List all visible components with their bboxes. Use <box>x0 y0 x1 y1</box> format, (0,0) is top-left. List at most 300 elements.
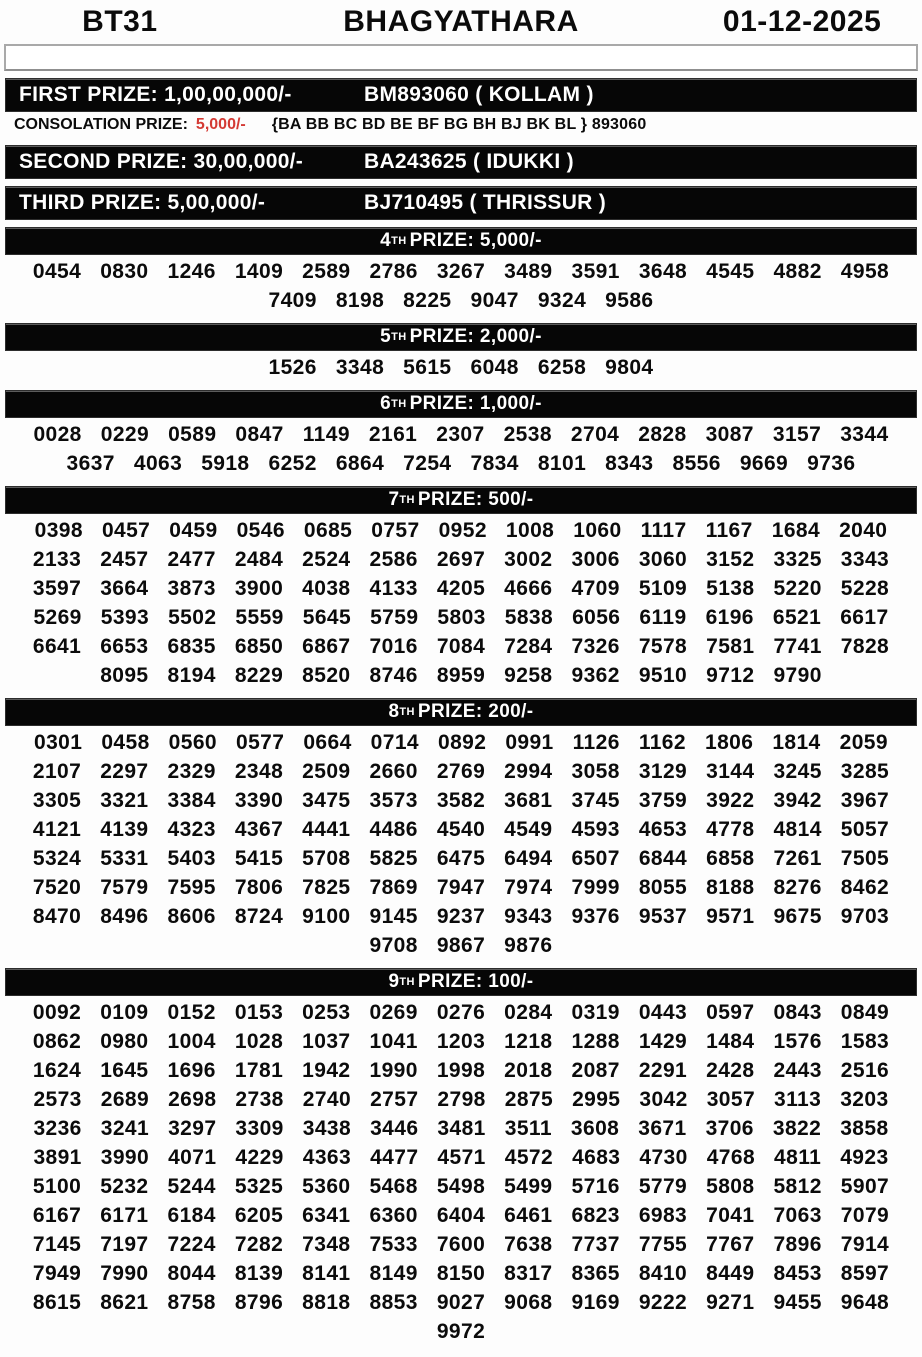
ticket-number: 6341 <box>302 1204 351 1227</box>
ticket-number: 6048 <box>470 356 519 379</box>
ticket-number: 7767 <box>706 1233 755 1256</box>
ticket-number: 3157 <box>772 423 822 446</box>
ticket-number: 0457 <box>101 519 151 542</box>
ticket-number: 1781 <box>234 1059 284 1082</box>
ticket-number: 6617 <box>840 606 889 629</box>
ticket-number: 3573 <box>369 789 418 812</box>
ticket-number: 9736 <box>807 452 856 475</box>
ticket-number: 5708 <box>302 847 351 870</box>
ticket-number: 0229 <box>100 423 150 446</box>
ticket-number: 7896 <box>773 1233 822 1256</box>
ticket-number: 3681 <box>504 789 553 812</box>
ticket-number: 6823 <box>571 1204 620 1227</box>
ticket-number: 1814 <box>772 731 821 754</box>
ticket-number: 6252 <box>268 452 317 475</box>
ticket-number: 6119 <box>639 606 687 629</box>
ticket-number: 9537 <box>638 905 688 928</box>
ticket-number: 2798 <box>437 1088 486 1111</box>
ticket-number: 5498 <box>436 1175 486 1198</box>
ticket-number: 7520 <box>32 876 82 899</box>
ticket-number: 9068 <box>504 1291 553 1314</box>
ticket-number: 8229 <box>234 664 284 687</box>
ticket-number: 0152 <box>167 1001 216 1024</box>
ticket-number: 8188 <box>706 876 755 899</box>
ticket-number: 0253 <box>302 1001 351 1024</box>
ticket-number: 7409 <box>268 289 317 312</box>
ticket-number: 3858 <box>840 1117 889 1140</box>
number-row <box>0 1114 922 1143</box>
ticket-number: 3297 <box>168 1117 217 1140</box>
ticket-number: 2786 <box>369 260 418 283</box>
number-row <box>0 998 922 1027</box>
ticket-number: 5716 <box>571 1175 620 1198</box>
ticket-number: 2769 <box>436 760 486 783</box>
ticket-number: 1246 <box>167 260 216 283</box>
ticket-number: 2348 <box>234 760 284 783</box>
number-row <box>0 873 922 902</box>
ticket-number: 7579 <box>100 876 149 899</box>
ticket-number: 3822 <box>772 1117 822 1140</box>
ticket-number: 2161 <box>368 423 418 446</box>
ticket-number: 1162 <box>638 731 686 754</box>
ticket-number: 3664 <box>100 577 149 600</box>
ticket-number: 7282 <box>234 1233 284 1256</box>
ticket-number: 7914 <box>840 1233 890 1256</box>
ticket-number: 5779 <box>638 1175 688 1198</box>
ticket-number: 8101 <box>537 452 587 475</box>
section-numbers-9th <box>0 996 922 1347</box>
ticket-number: 9169 <box>571 1291 620 1314</box>
number-row <box>0 1288 922 1317</box>
ticket-number: 8276 <box>773 876 822 899</box>
ticket-number: 4063 <box>133 452 183 475</box>
ticket-number: 4229 <box>235 1146 284 1169</box>
ticket-number: 6167 <box>32 1204 82 1227</box>
ticket-number: 2689 <box>100 1088 150 1111</box>
draw-date: 01-12-2025 <box>722 5 882 38</box>
ticket-number: 1041 <box>369 1030 418 1053</box>
section-numbers-7th <box>0 514 922 691</box>
ticket-number: 3325 <box>773 548 822 571</box>
ticket-number: 5838 <box>504 606 554 629</box>
ticket-number: 6858 <box>706 847 755 870</box>
ticket-number: 9222 <box>638 1291 688 1314</box>
consolation-label: CONSOLATION PRIZE: <box>14 116 188 133</box>
ticket-number: 5808 <box>706 1175 755 1198</box>
ticket-number: 9100 <box>302 905 351 928</box>
ticket-number: 6196 <box>705 606 754 629</box>
ticket-number: 0276 <box>436 1001 486 1024</box>
ticket-number: 1008 <box>505 519 555 542</box>
ticket-number: 8365 <box>571 1262 620 1285</box>
ticket-number: 5645 <box>302 606 352 629</box>
ticket-number: 6844 <box>638 847 688 870</box>
ticket-number: 0597 <box>706 1001 755 1024</box>
ticket-number: 0991 <box>505 731 554 754</box>
ticket-number: 7581 <box>706 635 755 658</box>
ticket-number: 5057 <box>840 818 890 841</box>
ticket-number: 2995 <box>572 1088 621 1111</box>
lottery-name: BHAGYATHARA <box>343 5 579 38</box>
ticket-number: 7261 <box>773 847 822 870</box>
ticket-number: 3042 <box>639 1088 688 1111</box>
ticket-number: 5502 <box>168 606 217 629</box>
number-row <box>0 574 922 603</box>
ticket-number: 5415 <box>234 847 284 870</box>
ticket-number: 0546 <box>236 519 285 542</box>
ticket-number: 5825 <box>369 847 418 870</box>
ticket-number: 7869 <box>369 876 418 899</box>
ticket-number: 1117 <box>640 519 687 542</box>
second-prize-winner: BA243625 ( IDUKKI ) <box>364 150 574 173</box>
ticket-number: 4593 <box>571 818 620 841</box>
ticket-number: 7737 <box>571 1233 620 1256</box>
ticket-number: 7949 <box>32 1262 82 1285</box>
ticket-number: 0685 <box>303 519 353 542</box>
ticket-number: 1526 <box>268 356 317 379</box>
ticket-number: 8818 <box>302 1291 351 1314</box>
ticket-number: 4540 <box>436 818 486 841</box>
third-prize-bar <box>5 186 917 220</box>
first-prize-winner: BM893060 ( KOLLAM ) <box>364 83 594 106</box>
ticket-number: 4814 <box>773 818 822 841</box>
ticket-number: 3390 <box>234 789 284 812</box>
ticket-number: 2329 <box>167 760 216 783</box>
ticket-number: 8141 <box>302 1262 351 1285</box>
ticket-number: 7016 <box>369 635 418 658</box>
ticket-number: 9271 <box>706 1291 755 1314</box>
ticket-number: 0843 <box>773 1001 822 1024</box>
ticket-number: 9455 <box>773 1291 822 1314</box>
ticket-number: 7974 <box>504 876 553 899</box>
ticket-number: 0109 <box>100 1001 149 1024</box>
ticket-number: 3348 <box>335 356 385 379</box>
ticket-number: 4121 <box>32 818 82 841</box>
ticket-number: 2087 <box>571 1059 620 1082</box>
ticket-number: 5109 <box>638 577 688 600</box>
ticket-number: 2443 <box>773 1059 822 1082</box>
first-prize-bar <box>5 78 917 112</box>
ticket-number: 8150 <box>436 1262 486 1285</box>
ticket-number: 8597 <box>840 1262 890 1285</box>
ticket-number: 0454 <box>32 260 82 283</box>
ticket-number: 4653 <box>638 818 688 841</box>
ticket-number: 3438 <box>302 1117 352 1140</box>
ticket-number: 8317 <box>504 1262 553 1285</box>
ticket-number: 4139 <box>100 818 149 841</box>
ticket-number: 8724 <box>234 905 284 928</box>
ticket-number: 7284 <box>504 635 553 658</box>
ticket-number: 3285 <box>840 760 890 783</box>
ticket-number: 3305 <box>32 789 82 812</box>
section-numbers-4th <box>0 255 922 316</box>
ticket-number: 3321 <box>100 789 149 812</box>
ticket-number: 6056 <box>572 606 621 629</box>
ticket-number: 0459 <box>169 519 218 542</box>
ticket-number: 1990 <box>369 1059 418 1082</box>
ticket-number: 5403 <box>167 847 216 870</box>
ticket-number: 2994 <box>504 760 553 783</box>
ticket-number: 2509 <box>302 760 351 783</box>
ticket-number: 7079 <box>840 1204 890 1227</box>
number-row <box>0 516 922 545</box>
ticket-number: 3236 <box>33 1117 82 1140</box>
ticket-number: 4486 <box>369 818 418 841</box>
ticket-number: 5468 <box>369 1175 418 1198</box>
ticket-number: 5393 <box>100 606 150 629</box>
ticket-number: 8496 <box>100 905 149 928</box>
ticket-number: 5803 <box>437 606 486 629</box>
ticket-number: 1484 <box>706 1030 755 1053</box>
ticket-number: 7578 <box>638 635 688 658</box>
ticket-number: 9047 <box>470 289 519 312</box>
ticket-number: 0664 <box>303 731 352 754</box>
ticket-number: 4133 <box>369 577 418 600</box>
ticket-number: 8520 <box>302 664 351 687</box>
ticket-number: 6835 <box>167 635 216 658</box>
ticket-number: 1624 <box>32 1059 82 1082</box>
ticket-number: 9362 <box>571 664 620 687</box>
ticket-number: 5331 <box>100 847 149 870</box>
ticket-number: 3648 <box>638 260 688 283</box>
ticket-number: 8853 <box>369 1291 418 1314</box>
number-row <box>0 844 922 873</box>
number-row <box>0 1056 922 1085</box>
ticket-number: 2757 <box>370 1088 419 1111</box>
consolation-amount: 5,000/- <box>195 116 246 133</box>
ticket-number: 3671 <box>638 1117 687 1140</box>
ticket-number: 8410 <box>638 1262 688 1285</box>
ticket-number: 8194 <box>167 664 216 687</box>
ticket-number: 0458 <box>101 731 150 754</box>
ticket-number: 2586 <box>369 548 418 571</box>
ticket-number: 3087 <box>705 423 754 446</box>
ticket-number: 7084 <box>436 635 486 658</box>
ticket-number: 0092 <box>32 1001 82 1024</box>
ticket-number: 2059 <box>839 731 888 754</box>
ticket-number: 8470 <box>32 905 82 928</box>
ticket-number: 9669 <box>739 452 789 475</box>
ticket-number: 1028 <box>234 1030 284 1053</box>
number-row <box>0 1317 922 1346</box>
ticket-number: 7041 <box>706 1204 755 1227</box>
ticket-number: 5759 <box>370 606 419 629</box>
ticket-number: 8959 <box>436 664 486 687</box>
ticket-number: 2297 <box>100 760 149 783</box>
ticket-number: 2307 <box>436 423 485 446</box>
second-prize-bar <box>5 145 917 179</box>
ticket-number: 7828 <box>840 635 890 658</box>
ticket-number: 9876 <box>504 934 553 957</box>
ticket-number: 5244 <box>167 1175 216 1198</box>
ticket-number: 6258 <box>537 356 587 379</box>
ticket-number: 3597 <box>32 577 82 600</box>
ticket-number: 8746 <box>369 664 418 687</box>
ticket-number: 8044 <box>167 1262 216 1285</box>
ticket-number: 4730 <box>639 1146 688 1169</box>
ticket-number: 4811 <box>774 1146 822 1169</box>
ticket-number: 5269 <box>33 606 82 629</box>
ticket-number: 4071 <box>168 1146 217 1169</box>
ticket-number: 2738 <box>235 1088 284 1111</box>
number-row <box>0 1027 922 1056</box>
ticket-number: 5615 <box>403 356 452 379</box>
number-row <box>0 1201 922 1230</box>
ticket-number: 0714 <box>370 731 419 754</box>
prize-section-6th <box>0 390 922 479</box>
ticket-number: 0153 <box>234 1001 284 1024</box>
ticket-number: 1149 <box>302 423 350 446</box>
ticket-number: 8621 <box>100 1291 149 1314</box>
ticket-number: 8055 <box>638 876 688 899</box>
ticket-number: 1004 <box>167 1030 216 1053</box>
ticket-number: 3511 <box>504 1117 552 1140</box>
ticket-number: 2538 <box>503 423 552 446</box>
prize-section-8th <box>0 698 922 961</box>
ticket-number: 0862 <box>32 1030 82 1053</box>
prize-section-9th <box>0 968 922 1347</box>
third-prize-winner: BJ710495 ( THRISSUR ) <box>364 191 607 214</box>
ticket-number: 7600 <box>436 1233 486 1256</box>
section-numbers-8th <box>0 726 922 961</box>
ticket-number: 8758 <box>167 1291 216 1314</box>
ticket-number: 3582 <box>436 789 486 812</box>
ticket-number: 3990 <box>100 1146 150 1169</box>
ticket-number: 6507 <box>571 847 620 870</box>
ticket-number: 9571 <box>706 905 755 928</box>
ticket-number: 2828 <box>638 423 687 446</box>
ticket-number: 9027 <box>436 1291 486 1314</box>
ticket-number: 2484 <box>234 548 284 571</box>
ticket-number: 3384 <box>167 789 216 812</box>
ticket-number: 1576 <box>773 1030 822 1053</box>
ticket-number: 2107 <box>32 760 82 783</box>
ticket-number: 9258 <box>504 664 553 687</box>
ticket-number: 3343 <box>840 548 890 571</box>
ticket-number: 6205 <box>234 1204 284 1227</box>
ticket-number: 0398 <box>34 519 83 542</box>
ticket-number: 7755 <box>638 1233 688 1256</box>
ticket-number: 5228 <box>840 577 890 600</box>
ticket-number: 1696 <box>167 1059 216 1082</box>
ticket-number: 7741 <box>773 635 822 658</box>
section-title-6th: 6 TH PRIZE: 1,000/- <box>5 390 917 418</box>
ticket-number: 1288 <box>571 1030 620 1053</box>
ticket-number: 1167 <box>705 519 753 542</box>
number-row <box>0 449 922 478</box>
ticket-number: 1060 <box>573 519 622 542</box>
ticket-number: 3900 <box>234 577 284 600</box>
ticket-number: 3942 <box>773 789 822 812</box>
ticket-number: 1583 <box>840 1030 890 1053</box>
ticket-number: 3241 <box>100 1117 150 1140</box>
number-row <box>0 815 922 844</box>
ticket-number: 9790 <box>773 664 822 687</box>
ticket-number: 3129 <box>638 760 688 783</box>
ticket-number: 4038 <box>302 577 351 600</box>
ticket-number: 2133 <box>32 548 82 571</box>
number-row <box>0 1259 922 1288</box>
number-row <box>0 931 922 960</box>
ticket-number: 3637 <box>66 452 115 475</box>
ticket-number: 1429 <box>638 1030 688 1053</box>
ticket-number: 6850 <box>234 635 284 658</box>
ticket-number: 3113 <box>774 1088 822 1111</box>
ticket-number: 3058 <box>571 760 620 783</box>
number-row <box>0 728 922 757</box>
ticket-number: 1942 <box>302 1059 351 1082</box>
ticket-number: 5324 <box>32 847 82 870</box>
ticket-number: 4367 <box>234 818 284 841</box>
ticket-number: 4363 <box>302 1146 352 1169</box>
ticket-number: 6461 <box>504 1204 553 1227</box>
ticket-number: 9376 <box>571 905 620 928</box>
ticket-number: 4205 <box>436 577 486 600</box>
ticket-number: 5360 <box>302 1175 351 1198</box>
ticket-number: 5812 <box>773 1175 822 1198</box>
ticket-number: 1218 <box>504 1030 553 1053</box>
prize-section-7th <box>0 486 922 691</box>
ticket-number: 8343 <box>605 452 654 475</box>
ticket-number: 7224 <box>167 1233 216 1256</box>
ticket-number: 2660 <box>369 760 418 783</box>
ticket-number: 8095 <box>100 664 149 687</box>
ticket-number: 0301 <box>34 731 83 754</box>
ticket-number: 7326 <box>571 635 620 658</box>
ticket-number: 7145 <box>32 1233 82 1256</box>
ticket-number: 0589 <box>168 423 217 446</box>
prize-section-4th <box>0 227 922 316</box>
ticket-number: 3475 <box>302 789 351 812</box>
ticket-number: 7947 <box>436 876 486 899</box>
ticket-number: 1409 <box>234 260 284 283</box>
ticket-number: 4683 <box>572 1146 621 1169</box>
ticket-number: 4768 <box>706 1146 756 1169</box>
ticket-number: 8453 <box>773 1262 822 1285</box>
ticket-number: 4572 <box>504 1146 554 1169</box>
ticket-number: 4666 <box>504 577 553 600</box>
ticket-number: 0980 <box>100 1030 149 1053</box>
ticket-number: 2457 <box>100 548 149 571</box>
ticket-number: 6521 <box>772 606 822 629</box>
ticket-number: 3745 <box>571 789 620 812</box>
ticket-number: 1037 <box>302 1030 351 1053</box>
ticket-number: 3267 <box>436 260 486 283</box>
ticket-number: 3144 <box>706 760 755 783</box>
ticket-number: 7197 <box>100 1233 149 1256</box>
prize-section-5th <box>0 323 922 383</box>
draw-code: BT31 <box>82 5 158 38</box>
ticket-number: 6864 <box>335 452 385 475</box>
ticket-number: 8615 <box>32 1291 82 1314</box>
ticket-number: 7348 <box>302 1233 351 1256</box>
ticket-number: 0849 <box>840 1001 890 1024</box>
section-numbers-5th <box>0 351 922 383</box>
ticket-number: 2875 <box>504 1088 554 1111</box>
ticket-number: 8149 <box>369 1262 418 1285</box>
number-row <box>0 353 922 382</box>
ticket-number: 3060 <box>638 548 688 571</box>
ticket-number: 3873 <box>167 577 216 600</box>
ticket-number: 9343 <box>504 905 553 928</box>
ticket-number: 3245 <box>773 760 822 783</box>
ticket-number: 4709 <box>571 577 620 600</box>
ticket-number: 0952 <box>438 519 487 542</box>
third-prize-label: THIRD PRIZE: 5,00,000/- <box>19 191 266 214</box>
ticket-number: 9648 <box>840 1291 890 1314</box>
number-row <box>0 1172 922 1201</box>
ticket-number: 0577 <box>236 731 285 754</box>
